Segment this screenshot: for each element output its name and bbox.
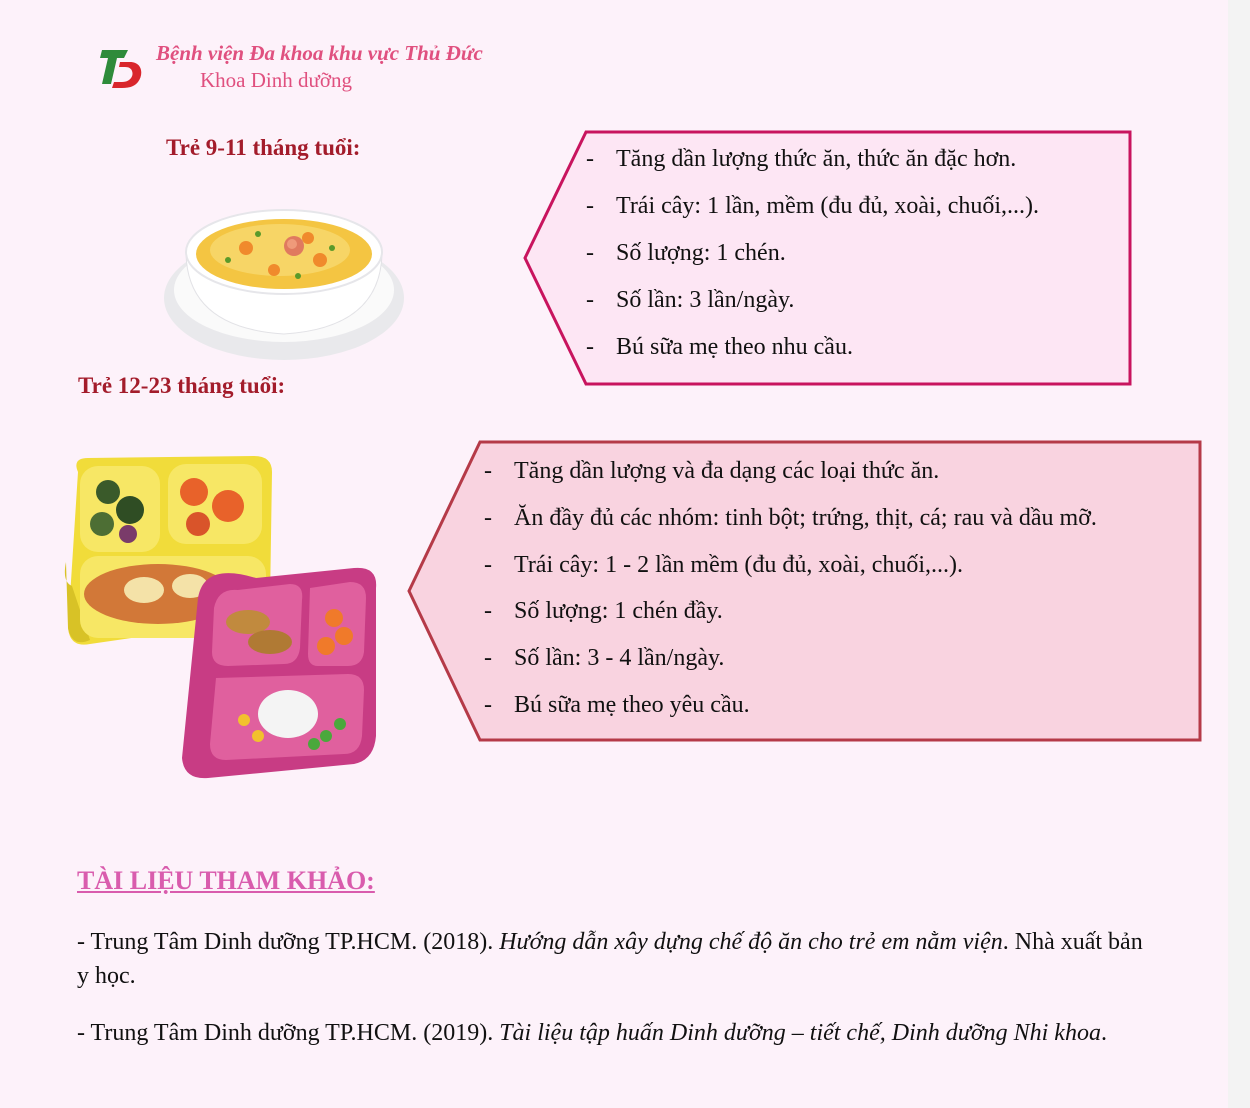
list-item: - Bú sữa mẹ theo yêu cầu. (484, 692, 1097, 739)
section-title-9-11-months: Trẻ 9-11 tháng tuổi: (166, 135, 361, 160)
hospital-name: Bệnh viện Đa khoa khu vực Thủ Đức (156, 41, 483, 65)
reference-publisher: . (1100, 1020, 1107, 1046)
reference-author: - Trung Tâm Dinh dưỡng TP.HCM. (2019). (77, 1020, 500, 1046)
reference-publisher: . Nhà xuất bản y học. (77, 929, 1143, 989)
hospital-logo (98, 44, 144, 90)
reference-item (77, 925, 1157, 993)
food-trays-image (58, 452, 403, 814)
reference-item (77, 1016, 1157, 1050)
list-item: - Bú sữa mẹ theo nhu cầu. (586, 334, 1039, 381)
list-item: - Tăng dần lượng thức ăn, thức ăn đặc hơn. (586, 146, 1039, 193)
list-item: - Số lượng: 1 chén đầy. (484, 598, 1097, 645)
list-item: - Tăng dần lượng và đa dạng các loại thức ăn. (484, 458, 1097, 505)
list-item: - Số lần: 3 - 4 lần/ngày. (484, 645, 1097, 692)
reference-author: - Trung Tâm Dinh dưỡng TP.HCM. (2018). (77, 929, 500, 955)
reference-title: Hướng dẫn xây dựng chế độ ăn cho trẻ em nằm viện (499, 929, 1003, 955)
guideline-list-12-23-months (484, 458, 1097, 739)
list-item: - Trái cây: 1 - 2 lần mềm (đu đủ, xoài, chuối,...). (484, 552, 1097, 599)
page-edge (1228, 0, 1250, 1108)
list-item: - Số lần: 3 lần/ngày. (586, 287, 1039, 334)
porridge-bowl-image (158, 190, 408, 370)
guideline-list-9-11-months (586, 146, 1039, 381)
list-item: - Số lượng: 1 chén. (586, 240, 1039, 287)
department-name: Khoa Dinh dưỡng (200, 68, 352, 92)
references-heading: TÀI LIỆU THAM KHẢO: (77, 866, 375, 895)
reference-title: Tài liệu tập huấn Dinh dưỡng – tiết chế, Dinh dưỡng Nhi khoa (499, 1020, 1101, 1046)
section-title-12-23-months: Trẻ 12-23 tháng tuổi: (78, 373, 286, 398)
list-item: - Trái cây: 1 lần, mềm (đu đủ, xoài, chuối,...). (586, 193, 1039, 240)
list-item: - Ăn đầy đủ các nhóm: tinh bột; trứng, thịt, cá; rau và dầu mỡ. (484, 505, 1097, 552)
